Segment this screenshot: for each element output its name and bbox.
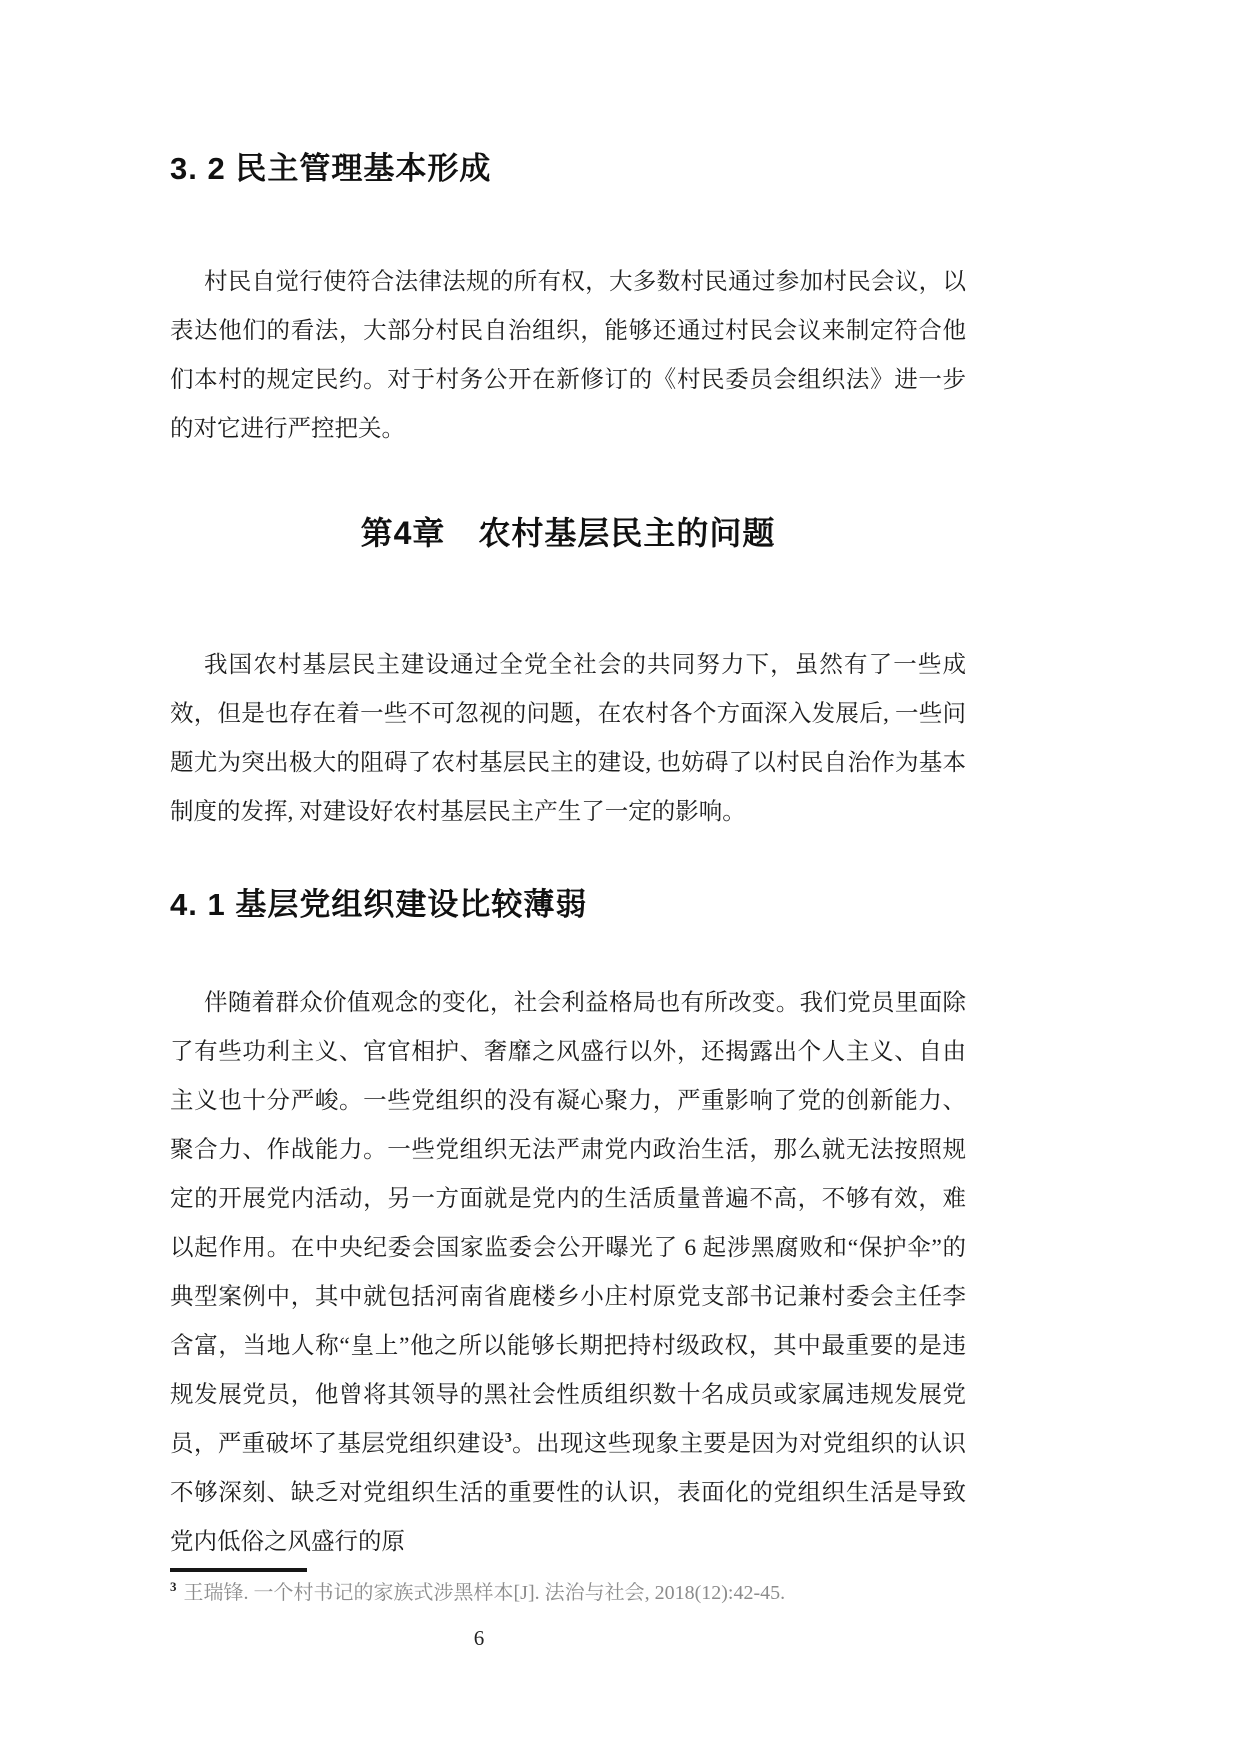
page-number: 6 bbox=[473, 1626, 485, 1650]
section-3-2-paragraph: 村民自觉行使符合法律法规的所有权，大多数村民通过参加村民会议，以表达他们的看法，大部分村民自治组织，能够还通过村民会议来制定符合他们本村的规定民约。对于村务公开在新修订的《村民委员会组织法》进一步的对它进行严控把关。 bbox=[170, 269, 966, 442]
section-4-1-heading: 4. 1 基层党组织建设比较薄弱 bbox=[170, 887, 588, 922]
paragraph-text-before-footnote-ref: 伴随着群众价值观念的变化，社会利益格局也有所改变。我们党员里面除了有些功利主义、官官相护、奢靡之风盛行以外，还揭露出个人主义、自由主义也十分严峻。一些党组织的没有凝心聚力，严重影响了党的创新能力、聚合力、作战能力。一些党组织无法严肃党内政治生活，那么就无法按照规定的开展党内活动，另一方面就是党内的生活质量普遍不高，不够有效，难以起作用。在中央纪委会国家监委会公开曝光了 6 起涉黑腐败和“保护伞”的典型案例中，其中就包括河南省鹿楼乡小庄村原党支部书记兼村委会主任李含富，当地人称“皇上”他之所以能够长期把持村级政权，其中最重要的是违规发展党员，他曾将其领导的黑社会性质组织数十名成员或家属违规发展党员，严重破坏了基层党组织建设 bbox=[170, 990, 966, 1457]
paragraph-text-after-footnote-ref: 。出现这些现象主要是因为对党组织的认识不够深刻、缺乏对党组织生活的重要性的认识，表面化的党组织生活是导致党内低俗之风盛行的原 bbox=[170, 1431, 967, 1555]
footnote-reference-superscript: 3 bbox=[504, 1431, 512, 1447]
section-3-2-heading: 3. 2 民主管理基本形成 bbox=[170, 151, 492, 186]
footnote-separator-rule bbox=[170, 1568, 307, 1572]
footnote-marker: 3 bbox=[170, 1579, 177, 1595]
footnote-text: 王瑞锋. 一个村书记的家族式涉黑样本[J]. 法治与社会, 2018(12):42-45. bbox=[183, 1582, 786, 1604]
section-4-1-paragraph bbox=[170, 979, 966, 1567]
footnote bbox=[170, 1578, 890, 1608]
chapter-4-heading: 第4章 农村基层民主的问题 bbox=[360, 515, 776, 551]
chapter-4-intro-paragraph: 我国农村基层民主建设通过全党全社会的共同努力下，虽然有了一些成效，但是也存在着一些不可忽视的问题，在农村各个方面深入发展后, 一些问题尤为突出极大的阻碍了农村基层民主的建设, 也妨碍了以村民自治作为基本制度的发挥, 对建设好农村基层民主产生了一定的影响。 bbox=[170, 652, 966, 825]
